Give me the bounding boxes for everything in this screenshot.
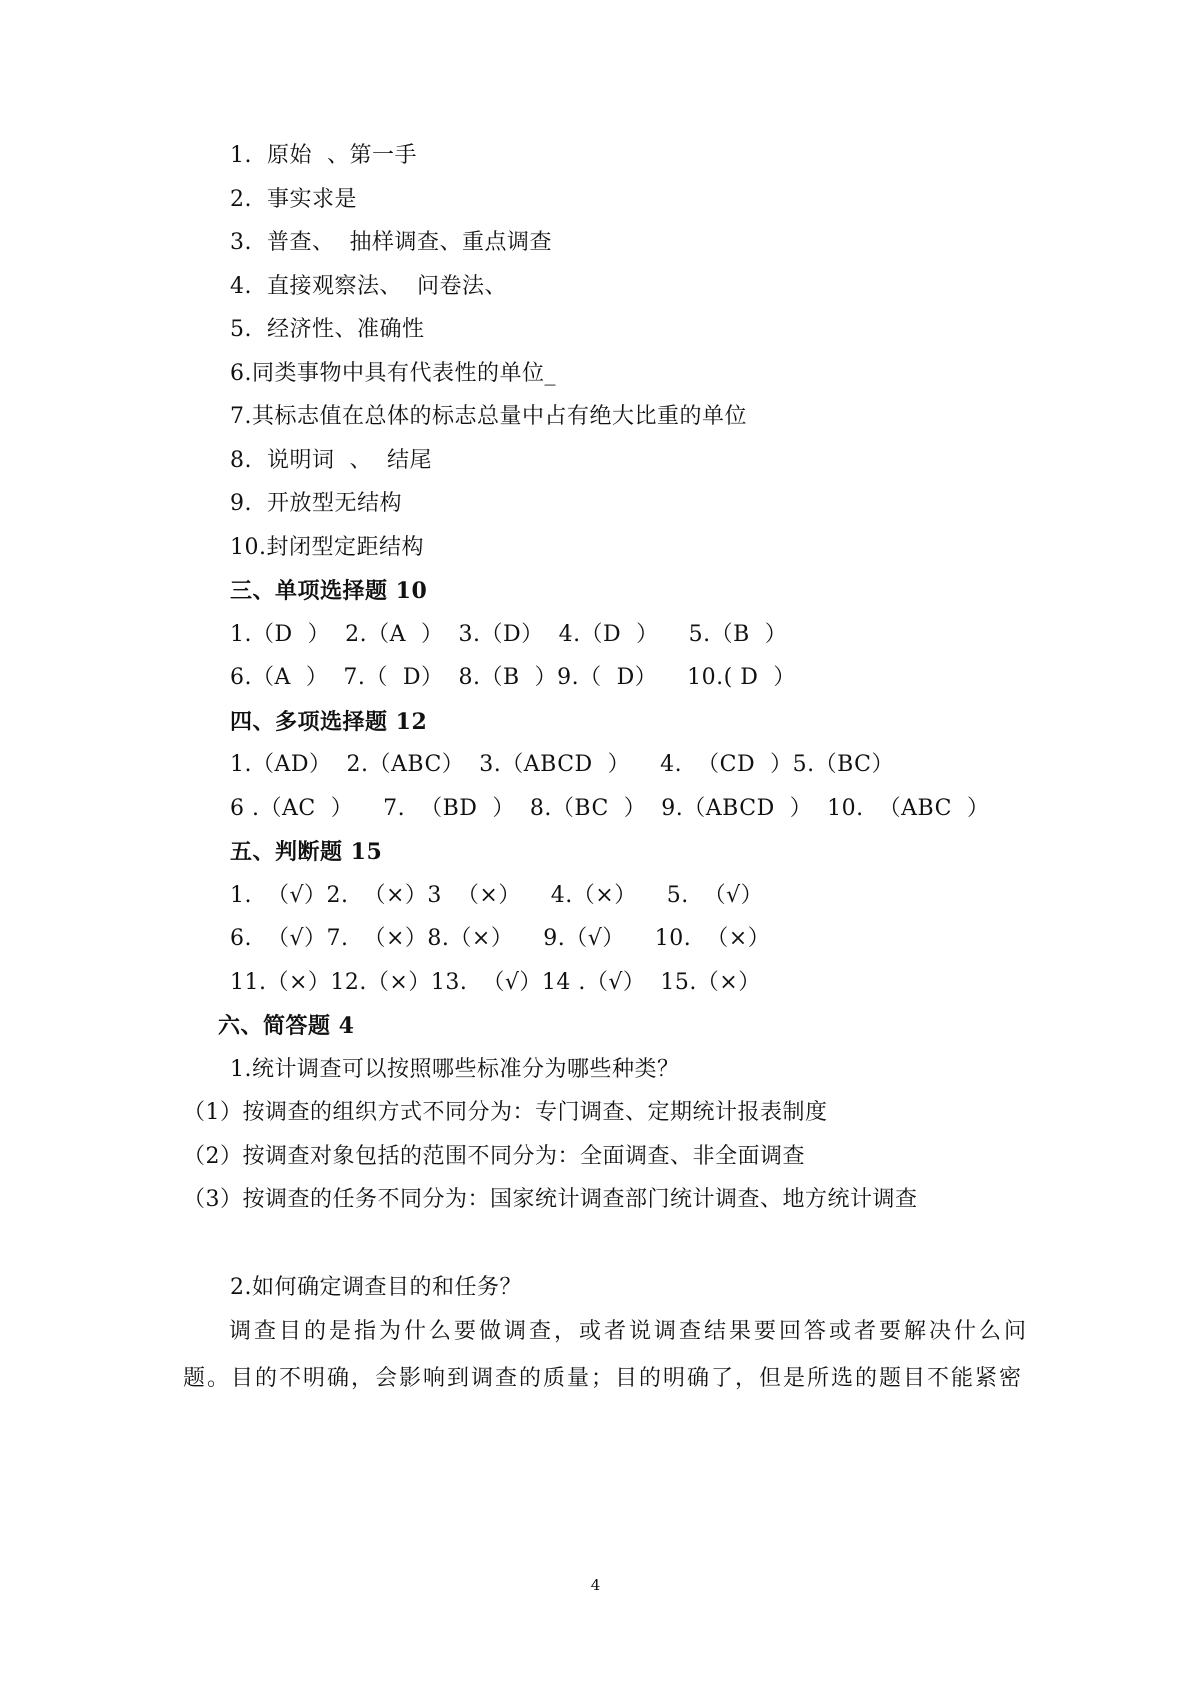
short-answer-1-item-3: （3）按调查的任务不同分为：国家统计调查部门统计调查、地方统计调查 [183, 1187, 918, 1212]
short-answer-heading: 六、简答题 4 [218, 1013, 355, 1039]
true-false-row-3: 11.（×）12.（×）13. （√）14 .（√） 15.（×） [230, 970, 761, 995]
fill-answer-3: 3. 普查、 抽样调查、重点调查 [230, 230, 552, 255]
fill-answer-1: 1. 原始 、第一手 [230, 143, 417, 168]
fill-answer-8: 8. 说明词 、 结尾 [230, 448, 432, 473]
short-answer-2-paragraph: 调查目的是指为什么要做调查，或者说调查结果要回答或者要解决什么问题。目的不明确，会影响到调查的质量；目的明确了，但是所选的题目不能紧密 [183, 1319, 1028, 1391]
short-answer-question-2: 2.如何确定调查目的和任务？ [230, 1275, 522, 1300]
true-false-row-1: 1. （√）2. （×）3 （×） 4.（×） 5. （√） [230, 883, 764, 908]
short-answer-1-item-2: （2）按调查对象包括的范围不同分为：全面调查、非全面调查 [183, 1144, 805, 1169]
true-false-heading: 五、判断题 15 [230, 839, 383, 865]
page-number: 4 [590, 1576, 601, 1594]
single-choice-row-2: 6.（A ） 7.（ D） 8.（B ）9.（ D） 10.( D ） [230, 665, 796, 690]
fill-answer-9: 9. 开放型无结构 [230, 491, 402, 516]
fill-answer-2: 2. 事实求是 [230, 187, 357, 212]
multiple-choice-heading: 四、多项选择题 12 [230, 709, 428, 735]
multiple-choice-row-2: 6 .（AC ） 7. （BD ） 8.（BC ） 9.（ABCD ） 10. （ABC ） [230, 796, 990, 821]
fill-answer-6: 6.同类事物中具有代表性的单位_ [230, 361, 556, 386]
single-choice-heading: 三、单项选择题 10 [230, 578, 428, 604]
fill-answer-4: 4. 直接观察法、 问卷法、 [230, 274, 507, 299]
multiple-choice-row-1: 1.（AD） 2.（ABC） 3.（ABCD ） 4. （CD ）5.（BC） [230, 752, 894, 777]
fill-answer-7: 7.其标志值在总体的标志总量中占有绝大比重的单位 [230, 404, 747, 429]
short-answer-1-item-1: （1）按调查的组织方式不同分为：专门调查、定期统计报表制度 [183, 1100, 828, 1125]
true-false-row-2: 6. （√）7. （×）8.（×） 9.（√） 10. （×） [230, 926, 771, 951]
fill-answer-10: 10.封闭型定距结构 [230, 535, 424, 560]
short-answer-question-1: 1.统计调查可以按照哪些标准分为哪些种类？ [230, 1057, 680, 1082]
fill-answer-5: 5. 经济性、准确性 [230, 317, 425, 342]
single-choice-row-1: 1.（D ） 2.（A ） 3.（D） 4.（D ） 5.（B ） [230, 622, 788, 647]
